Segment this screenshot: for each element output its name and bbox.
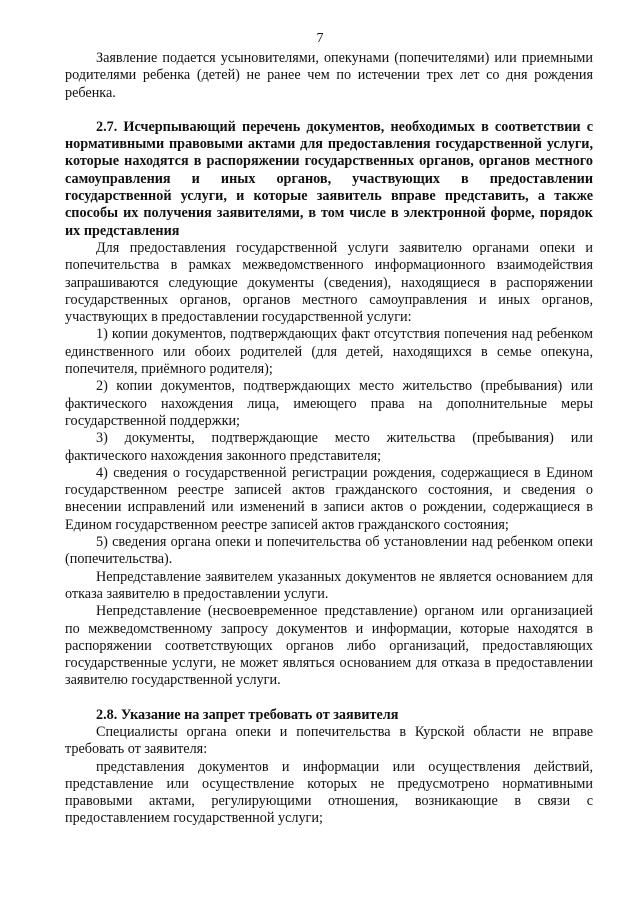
section-2-7-note-1: Непредставление заявителем указанных документов не является основанием для отказа заявителю в предоставлении услуги. [65, 568, 593, 602]
section-2-8-lead: Специалисты органа опеки и попечительства в Курской области не вправе требовать от заявителя: [65, 723, 593, 758]
section-2-7-note-2: Непредставление (несвоевременное представление) органом или организацией по межведомственному запросу документов и информации, которые находятся в распоряжении соответствующих органов либо организаций, предоставляющих государственные услуги, не может являться основанием для отказа в предоставлении заявителю государственной услуги. [65, 603, 593, 689]
document-body [65, 50, 593, 828]
intro-paragraph: Заявление подается усыновителями, опекунами (попечителями) или приемными родителями ребенка (детей) не ранее чем по истечении трех лет со дня рождения ребенка. [65, 50, 593, 101]
section-2-7-item-2: 2) копии документов, подтверждающих место жительство (пребывания) или фактического нахождения лица, имеющего права на дополнительные меры государственной поддержки; [65, 378, 593, 429]
section-2-7-item-5: 5) сведения органа опеки и попечительства об установлении над ребенком опеки (попечительства). [65, 534, 593, 568]
section-2-8-heading: 2.8. Указание на запрет требовать от заявителя [96, 706, 399, 723]
page-number: 7 [316, 31, 324, 46]
section-2-8-item-1: представления документов и информации или осуществления действий, представление или осуществление которых не предусмотрено нормативными правовыми актами, регулирующими отношения, возникающие в связи с предоставлением государственной услуги; [65, 758, 593, 827]
section-2-7-heading: 2.7. Исчерпывающий перечень документов, необходимых в соответствии с нормативными правовыми актами для предоставления государственной услуги, которые находятся в распоряжении государственных органов, органов местного самоуправления и иных органов, участвующих в предоставлении государственной услуги, и которые заявитель вправе представить, а также способы их получения заявителями, в том числе в электронной форме, порядок их представления [65, 118, 593, 239]
section-2-7-item-4: 4) сведения о государственной регистрации рождения, содержащиеся в Едином государственном реестре записей актов гражданского состояния, и сведения о внесении исправлений или изменений в записи актов о рождении, содержащиеся в Едином государственном реестре записей актов гражданского состояния; [65, 464, 593, 533]
section-2-7-lead: Для предоставления государственной услуги заявителю органами опеки и попечительства в рамках межведомственного информационного взаимодействия запрашиваются следующие документы (сведения), находящиеся в распоряжении государственных органов, органов местного самоуправления и иных органов, участвующих в предоставлении государственной услуги: [65, 239, 593, 326]
section-2-7-item-1: 1) копии документов, подтверждающих факт отсутствия попечения над ребенком единственного или обоих родителей (для детей, находящихся в семье опекуна, попечителя, приёмного родителя); [65, 326, 593, 378]
section-2-7-item-3: 3) документы, подтверждающие место жительства (пребывания) или фактического нахождения законного представителя; [65, 430, 593, 464]
